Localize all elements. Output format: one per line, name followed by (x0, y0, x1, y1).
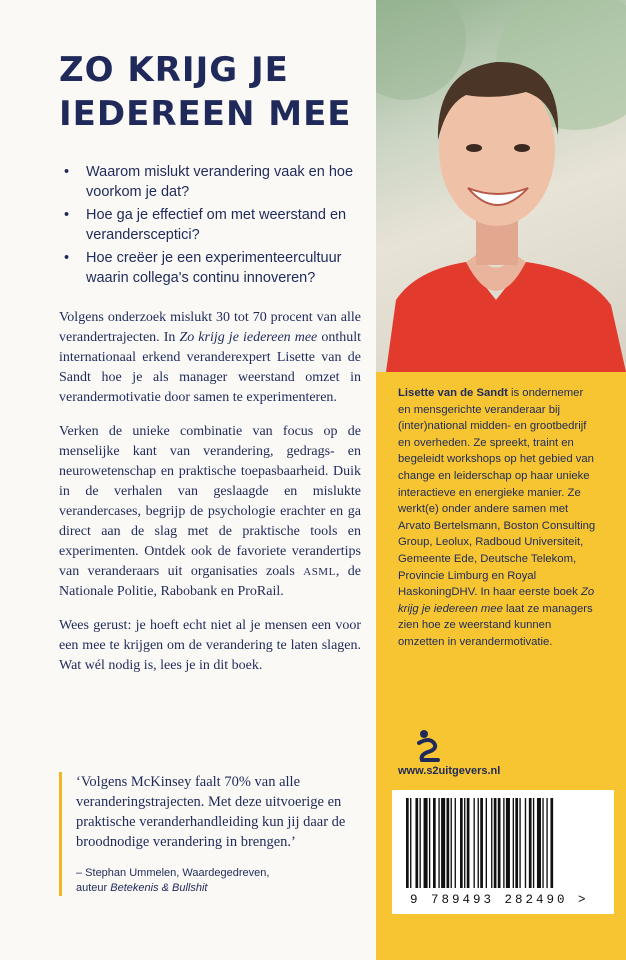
publisher-url: www.s2uitgevers.nl (398, 765, 501, 777)
blurb-paragraph-2 (59, 422, 361, 602)
quote-book: Betekenis & Bullshit (110, 882, 208, 894)
quote-role: auteur (76, 882, 111, 894)
title-line-2: IEDEREEN MEE (59, 94, 352, 134)
endorsement-quote (59, 772, 376, 896)
book-title-italic: Zo krijg je iedereen mee (179, 330, 318, 345)
title-line-1: ZO KRIJG JE (59, 50, 289, 90)
author-portrait-icon (376, 0, 626, 372)
question-item: • Hoe creëer je een experimenteercultuur waarin collega's continu innoveren? (62, 248, 372, 288)
asml-text: ASML (303, 566, 336, 578)
quote-author: – Stephan Ummelen, Waardegedreven, (76, 867, 270, 879)
blurb-text: onthult internationaal erkend veranderexpert Lisette van de Sandt hoe je als manager weerstand omzet in verandermotivatie door samen te experimenteren. (59, 330, 361, 405)
question-list (62, 162, 372, 291)
barcode-icon (392, 790, 614, 890)
bio-text: is ondernemer en mensgerichte veranderaar bij (inter)national midden- en grootbedrijf en overheden. Ze spreekt, traint en begeleidt workshops op het gebied van change en leiderschap op haar unieke interactieve en energieke manier. Ze werkt(e) onder andere samen met Arvato Bertelsmann, Boston Consulting Group, Leolux, Radboud Universiteit, Gemeente Ede, Deutsche Telekom, Provincie Limburg en Royal HaskoningDHV. In haar eerste boek (398, 387, 596, 599)
blurb-paragraph-3: Wees gerust: je hoeft echt niet al je mensen een voor een mee te krijgen om de verandering te laten slagen. Wat wél nodig is, lees je in dit boek. (59, 618, 361, 673)
blurb-text: Volgens onderzoek mislukt 30 tot 70 procent van alle verandertrajecten. In (59, 310, 361, 345)
blurb-text: Verken de unieke combinatie van focus op de menselijke kant van verandering, gedrags- en neurowetenschap en praktische toepasbaarheid. Duik in de verhalen van geslaagde en mislukte verandercases, begrijp de psychologie erachter en ga direct aan de slag met de praktische tools en experimenten. Ontdek ook de favoriete verandertips van veranderaars uit organisaties zoals (59, 424, 361, 579)
author-bio (398, 385, 598, 651)
blurb-paragraph-1 (59, 308, 361, 408)
author-photo (376, 0, 626, 372)
book-title (59, 48, 369, 136)
isbn-number: 9 789493 282490 > (410, 893, 589, 907)
bio-text: laat ze managers zien hoe ze weerstand kunnen omzetten in verandermotivatie. (398, 602, 593, 648)
question-item: • Hoe ga je effectief om met weerstand en verandersceptici? (62, 205, 372, 245)
s2-logo-icon (416, 729, 442, 763)
blurb (59, 308, 361, 690)
bio-book-title: Zo krijg je iedereen mee (398, 586, 595, 615)
question-item: • Waarom mislukt verandering vaak en hoe voorkom je dat? (62, 162, 372, 202)
quote-text: ‘Volgens McKinsey faalt 70% van alle veranderingstrajecten. Met deze uitvoerige en praktische veranderhandleiding kun jij daar de broodnodige verandering in brengen.’ (76, 774, 346, 850)
blurb-text: , de Nationale Politie, Rabobank en ProRail. (59, 564, 361, 599)
quote-attribution (76, 866, 376, 896)
author-name: Lisette van de Sandt (398, 387, 508, 399)
